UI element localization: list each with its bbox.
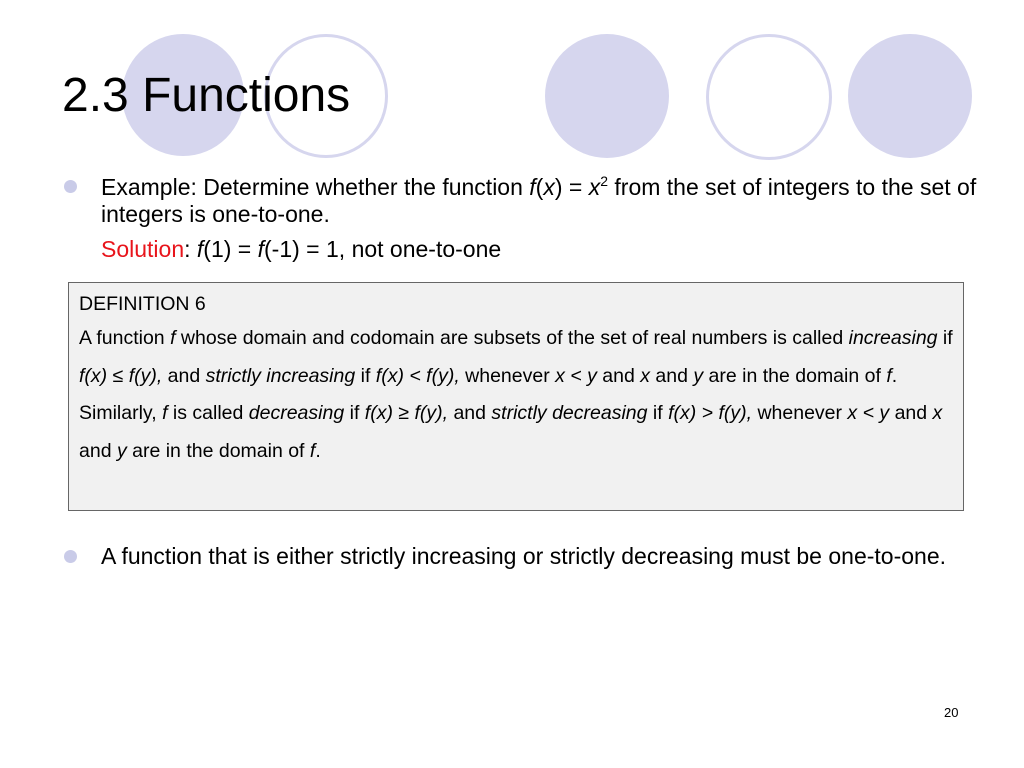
example-paragraph: Example: Determine whether the function $f(x) = x^2$ from the set of integers to the set of integers is one-to-one. [101, 173, 977, 227]
definition-heading: DEFINITION 6 [79, 293, 206, 315]
decorative-circle-filled [545, 34, 669, 158]
solution-label: Solution [101, 236, 185, 262]
bullet-icon [64, 550, 77, 563]
page-number: 20 [944, 705, 959, 720]
definition-body: A function f whose domain and codomain are subsets of the set of real numbers is called increasing if f(x) ≤ f(y), and strictly increasing if f(x) < f(y), whenever x < y and x and y are in the domain of f. Similarly, f is called decreasing if f(x) ≥ f(y), and strictly decreasing if f(x) > f(y), whenever x < y and x and y are in the domain of f. [79, 327, 953, 462]
definition-box [68, 282, 964, 511]
slide-title: 2.3 Functions [62, 69, 351, 122]
conclusion-paragraph: A function that is either strictly increasing or strictly decreasing must be one-to-one. [101, 543, 947, 569]
bullet-icon [64, 180, 77, 193]
decorative-circle-filled [848, 34, 972, 158]
solution-line: Solution: f(1) = f(-1) = 1, not one-to-one [101, 236, 502, 262]
decorative-circle-outline [706, 34, 832, 160]
